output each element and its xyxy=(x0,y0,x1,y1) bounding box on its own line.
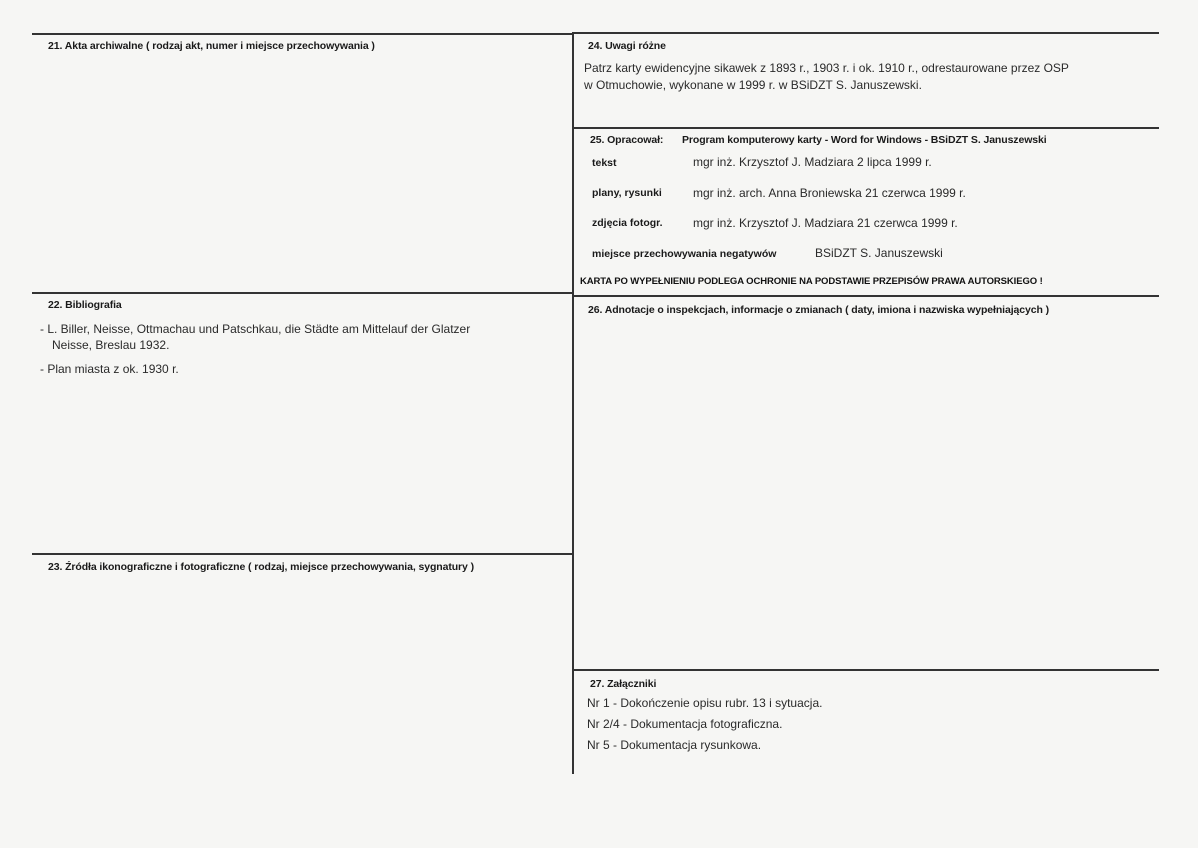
section-25-heading: 25. Opracował: xyxy=(590,134,664,146)
attachment-item: Nr 2/4 - Dokumentacja fotograficzna. xyxy=(587,717,783,731)
attachment-item: Nr 5 - Dokumentacja rysunkowa. xyxy=(587,738,762,752)
section-24-heading: 24. Uwagi różne xyxy=(588,40,666,52)
section-26-heading: 26. Adnotacje o inspekcjach, informacje o zmianach ( daty, imiona i nazwiska wypełniających ) xyxy=(588,304,1050,316)
bibliography-item-1a: - L. Biller, Neisse, Ottmachau und Patschkau, die Städte am Mittelauf der Glatzer xyxy=(40,322,471,336)
negatives-value: BSiDZT S. Januszewski xyxy=(815,246,943,260)
row-label-plany: plany, rysunki xyxy=(592,187,662,199)
row-value-tekst: mgr inż. Krzysztof J. Madziara 2 lipca 1999 r. xyxy=(693,155,932,169)
bibliography-item-2: - Plan miasta z ok. 1930 r. xyxy=(40,362,179,376)
row-value-zdjecia: mgr inż. Krzysztof J. Madziara 21 czerwca 1999 r. xyxy=(693,216,958,230)
negatives-label: miejsce przechowywania negatywów xyxy=(592,248,777,260)
section-22-heading: 22. Bibliografia xyxy=(48,299,122,311)
section-25-program: Program komputerowy karty - Word for Windows - BSiDZT S. Januszewski xyxy=(682,134,1047,146)
row-value-plany: mgr inż. arch. Anna Broniewska 21 czerwca 1999 r. xyxy=(693,186,966,200)
row-label-tekst: tekst xyxy=(592,157,617,169)
section-23-heading: 23. Źródła ikonograficzne i fotograficzne ( rodzaj, miejsce przechowywania, sygnatury ) xyxy=(48,561,474,573)
top-rule-left xyxy=(32,33,573,35)
rule-27 xyxy=(573,669,1159,671)
attachment-item: Nr 1 - Dokończenie opisu rubr. 13 i sytuacja. xyxy=(587,696,823,710)
rule-25 xyxy=(573,127,1159,129)
rule-23 xyxy=(32,553,573,555)
center-divider xyxy=(572,32,574,774)
section-24-line-1: Patrz karty ewidencyjne sikawek z 1893 r., 1903 r. i ok. 1910 r., odrestaurowane przez OSP xyxy=(584,61,1069,75)
section-27-heading: 27. Załączniki xyxy=(590,678,657,690)
section-21-heading: 21. Akta archiwalne ( rodzaj akt, numer i miejsce przechowywania ) xyxy=(48,40,375,52)
rule-22 xyxy=(32,292,573,294)
bibliography-item-1b: Neisse, Breslau 1932. xyxy=(52,338,170,352)
top-rule-right xyxy=(573,32,1159,34)
section-24-line-2: w Otmuchowie, wykonane w 1999 r. w BSiDZT S. Januszewski. xyxy=(584,78,922,92)
row-label-zdjecia: zdjęcia fotogr. xyxy=(592,217,663,229)
rule-26 xyxy=(573,295,1159,297)
copyright-warning: KARTA PO WYPEŁNIENIU PODLEGA OCHRONIE NA PODSTAWIE PRZEPISÓW PRAWA AUTORSKIEGO ! xyxy=(580,276,1043,287)
